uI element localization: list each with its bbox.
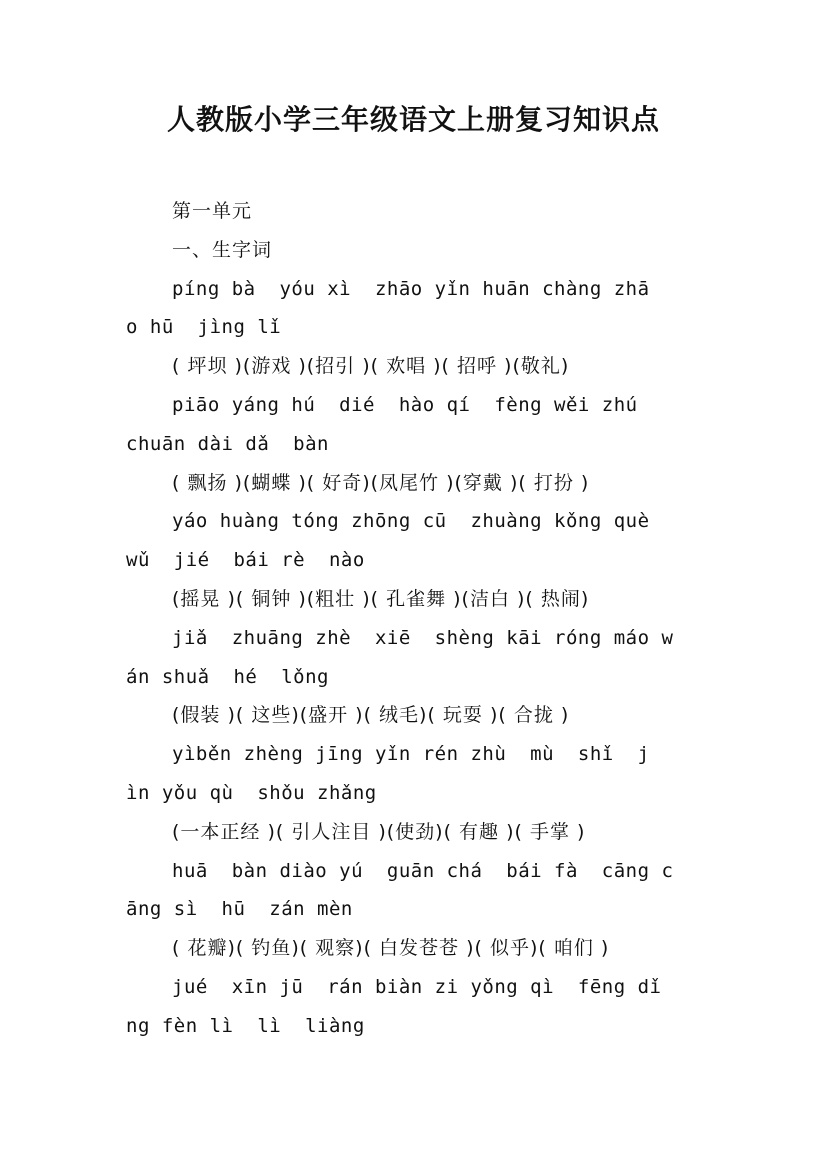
- section-heading: 一、生字词: [172, 238, 273, 261]
- vocabulary-line: (一本正经 )( 引人注目 )(使劲)( 有趣 )( 手掌 ): [172, 820, 586, 843]
- pinyin-line: yìběn zhèng jīng yǐn rén zhù mù shǐ j: [172, 743, 650, 766]
- document-title: 人教版小学三年级语文上册复习知识点: [166, 103, 660, 136]
- pinyin-line-continued: āng sì hū zán mèn: [126, 898, 353, 921]
- vocabulary-line: ( 飘扬 )(蝴蝶 )( 好奇)(凤尾竹 )(穿戴 )( 打扮 ): [172, 471, 590, 494]
- pinyin-line-continued: ìn yǒu qù shǒu zhǎng: [126, 781, 377, 804]
- document-body: [126, 192, 716, 1046]
- vocabulary-line: (摇晃 )( 铜钟 )(粗壮 )( 孔雀舞 )(洁白 )( 热闹): [172, 587, 590, 610]
- vocabulary-line: ( 坪坝 )(游戏 )(招引 )( 欢唱 )( 招呼 )(敬礼): [172, 355, 570, 378]
- vocabulary-line: (假装 )( 这些)(盛开 )( 绒毛)( 玩耍 )( 合拢 ): [172, 704, 570, 727]
- pinyin-line-continued: chuān dài dǎ bàn: [126, 432, 329, 455]
- unit-heading: 第一单元: [172, 200, 253, 222]
- pinyin-line: jiǎ zhuāng zhè xiē shèng kāi róng máo w: [172, 626, 674, 649]
- pinyin-line-continued: ng fèn lì lì liàng: [126, 1014, 365, 1037]
- pinyin-line: píng bà yóu xì zhāo yǐn huān chàng zhā: [172, 277, 650, 300]
- pinyin-line: jué xīn jū rán biàn zi yǒng qì fēng dǐ: [172, 975, 662, 998]
- pinyin-line: huā bàn diào yú guān chá bái fà cāng c: [172, 859, 674, 882]
- pinyin-line-continued: o hū jìng lǐ: [126, 316, 282, 339]
- vocabulary-line: ( 花瓣)( 钓鱼)( 观察)( 白发苍苍 )( 似乎)( 咱们 ): [172, 937, 610, 960]
- pinyin-line: yáo huàng tóng zhōng cū zhuàng kǒng què: [172, 510, 650, 533]
- pinyin-line: piāo yáng hú dié hào qí fèng wěi zhú: [172, 393, 638, 416]
- pinyin-line-continued: wǔ jié bái rè nào: [126, 549, 365, 572]
- pinyin-line-continued: án shuǎ hé lǒng: [126, 665, 329, 688]
